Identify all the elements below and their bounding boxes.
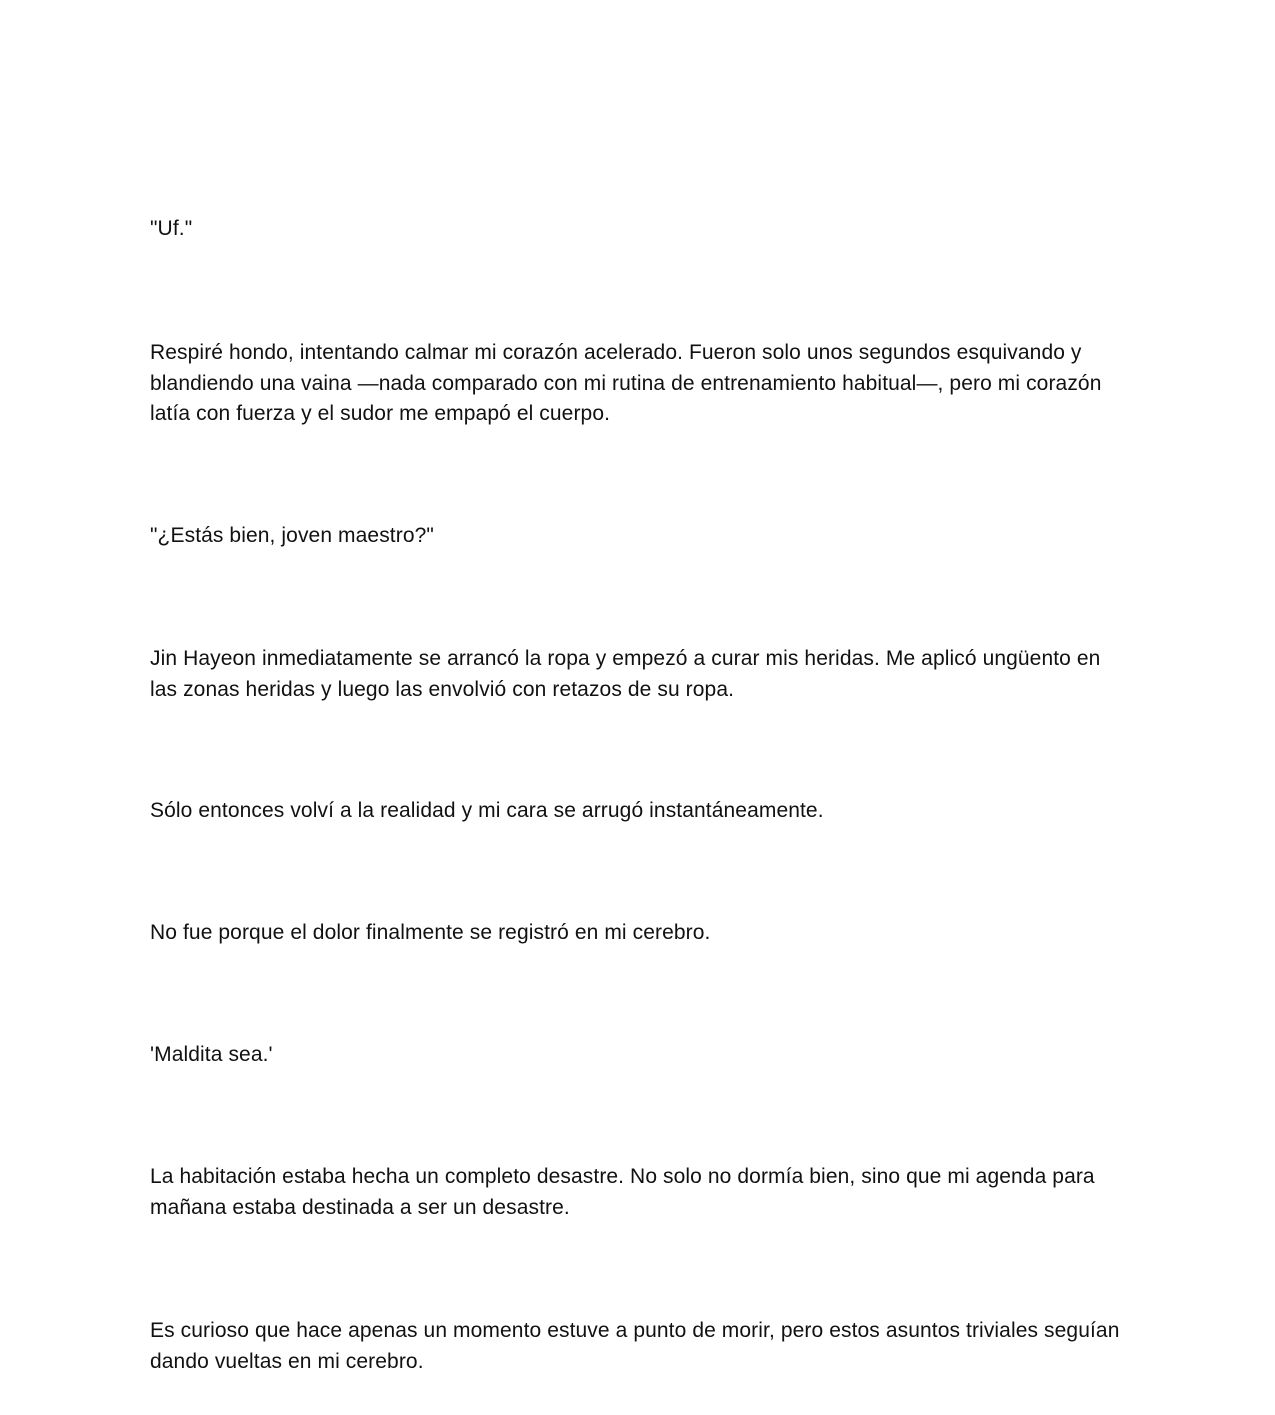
paragraph-pain: No fue porque el dolor finalmente se registró en mi cerebro.	[150, 921, 711, 944]
paragraph-trivial: Es curioso que hace apenas un momento estuve a punto de morir, pero estos asuntos triviales seguían dando vueltas en mi cerebro.	[150, 1319, 1120, 1373]
paragraph-reality: Sólo entonces volví a la realidad y mi cara se arrugó instantáneamente.	[150, 799, 824, 822]
paragraph-room: La habitación estaba hecha un completo desastre. No solo no dormía bien, sino que mi agenda para mañana estaba destinada a ser un desastre.	[150, 1165, 1095, 1219]
paragraph-question: "¿Estás bien, joven maestro?"	[150, 524, 434, 547]
paragraph-curse: 'Maldita sea.'	[150, 1043, 273, 1066]
paragraph-breathing: Respiré hondo, intentando calmar mi corazón acelerado. Fueron solo unos segundos esquivando y blandiendo una vaina —nada comparado con mi rutina de entrenamiento habitual—, pero mi corazón latía con fuerza y el sudor me empapó el cuerpo.	[150, 341, 1102, 425]
paragraph-healing: Jin Hayeon inmediatamente se arrancó la ropa y empezó a curar mis heridas. Me aplicó ungüento en las zonas heridas y luego las envolvió con retazos de su ropa.	[150, 647, 1101, 701]
paragraph-exclamation: "Uf."	[150, 217, 193, 240]
